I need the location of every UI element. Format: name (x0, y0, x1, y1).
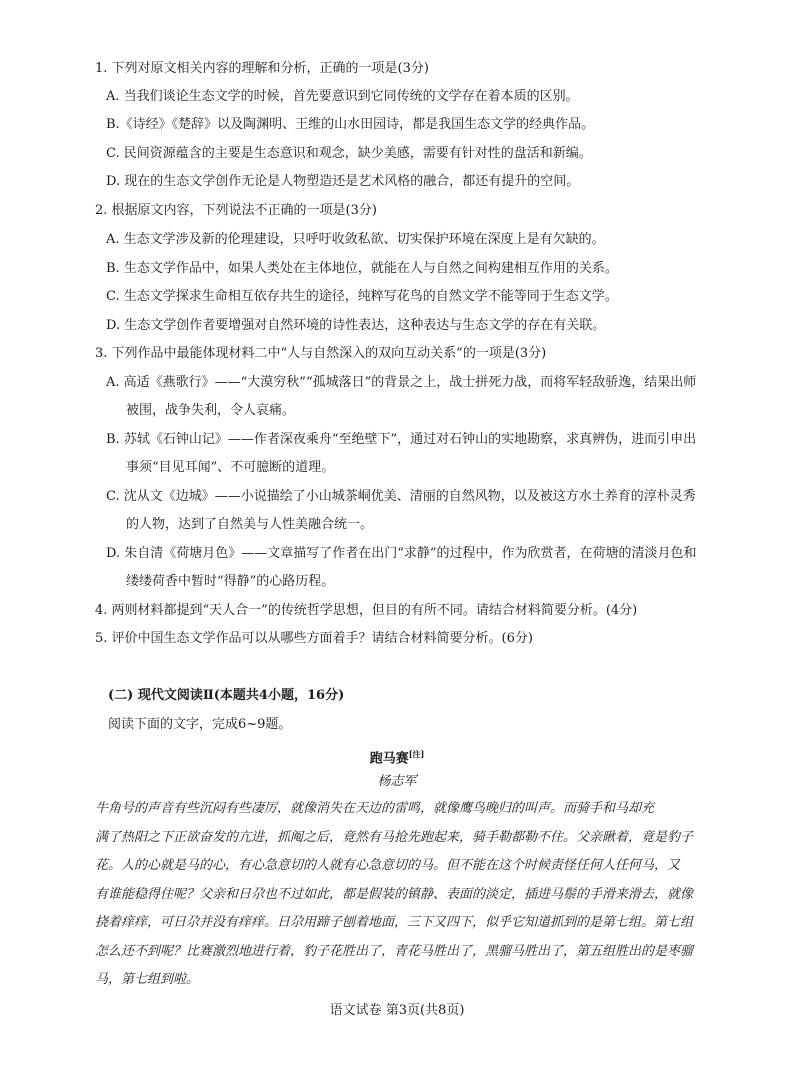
story-line-7: 马，第七组到啦。 (95, 972, 200, 987)
q3-option-a: A. 高适《燕歌行》——“大漠穷秋”“孤城落日”的背景之上，战士拼死力战，而将军轻敌骄逸，结果出师 (106, 375, 697, 390)
q1-option-b: B.《诗经》《楚辞》以及陶渊明、王维的山水田园诗，都是我国生态文学的经典作品。 (106, 117, 595, 132)
q3-option-d: D. 朱自清《荷塘月色》——文章描写了作者在出门“求静”的过程中，作为欣赏者，在荷塘的清淡月色和 (106, 546, 697, 561)
q2-option-b: B. 生态文学作品中，如果人类处在主体地位，就能在人与自然之间构建相互作用的关系。 (106, 261, 618, 276)
q3-option-b-2: 事须“目见耳闻”、不可臆断的道理。 (126, 460, 335, 475)
story-title-text: 跑马赛 (369, 751, 409, 767)
q2-stem: 2. 根据原文内容，下列说法不正确的一项是(3分) (95, 203, 377, 218)
q3-option-b: B. 苏轼《石钟山记》——作者深夜乘舟“至绝壁下”，通过对石钟山的实地勘察，求真辨伪，进而引申出 (106, 432, 697, 447)
story-title (0, 745, 794, 768)
q1-stem: 1. 下列对原文相关内容的理解和分析，正确的一项是(3分) (95, 61, 429, 76)
story-note-marker: [注] (408, 749, 425, 759)
page-footer: 语文试卷 第3页(共8页) (329, 1003, 465, 1018)
q1-option-d: D. 现在的生态文学创作无论是人物塑造还是艺术风格的融合，都还有提升的空间。 (106, 174, 580, 189)
q3-option-c-2: 的人物，达到了自然美与人性美融合统一。 (126, 517, 374, 532)
section-instruction: 阅读下面的文字，完成6~9题。 (108, 717, 292, 732)
story-line-6: 怎么还不到呢？比赛激烈地进行着，豹子花胜出了，青花马胜出了，黑骝马胜出了，第五组胜出的是枣骝 (95, 944, 694, 959)
q5-stem: 5. 评价中国生态文学作品可以从哪些方面着手？请结合材料简要分析。(6分) (95, 631, 533, 646)
story-line-4: 有谁能稳得住呢？父亲和日尕也不过如此，都是假装的镇静、表面的淡定，插进马鬃的手滑来滑去，就像 (95, 887, 694, 902)
story-line-3: 花。人的心就是马的心，有心急意切的人就有心急意切的马。但不能在这个时候责怪任何人任何马，又 (95, 858, 681, 873)
section-heading: (二) 现代文阅读Ⅱ(本题共4小题，16分) (108, 688, 345, 703)
story-line-5: 挠着痒痒，可日尕并没有痒痒。日尕用蹄子刨着地面，三下又四下，似乎它知道抓到的是第七组。第七组 (95, 915, 694, 930)
q4-stem: 4. 两则材料都提到“天人合一”的传统哲学思想，但目的有所不同。请结合材料简要分析。(4分) (95, 603, 638, 618)
story-line-2: 满了热阳之下正欲奋发的亢进，抓阄之后，竟然有马抢先跑起来，骑手勒都勒不住。父亲瞅着，竟是豹子 (95, 830, 694, 845)
q2-option-c: C. 生态文学探求生命相互依存共生的途径，纯粹写花鸟的自然文学不能等同于生态文学。 (106, 289, 618, 304)
story-line-1: 牛角号的声音有些沉闷有些凄厉，就像消失在天边的雷鸣，就像鹰鸟晚归的叫声。而骑手和马却充 (95, 801, 655, 816)
q3-stem: 3. 下列作品中最能体现材料二中“人与自然深入的双向互动关系”的一项是(3分) (95, 346, 547, 361)
q3-option-d-2: 缕缕荷香中暂时“得静”的心路历程。 (126, 574, 335, 589)
q2-option-a: A. 生态文学涉及新的伦理建设，只呼吁收敛私欲、切实保护环境在深度上是有欠缺的。 (106, 232, 605, 247)
q1-option-a: A. 当我们谈论生态文学的时候，首先要意识到它同传统的文学存在着本质的区别。 (106, 89, 579, 104)
q1-option-c: C. 民间资源蕴含的主要是生态意识和观念，缺少美感，需要有针对性的盘活和新编。 (106, 146, 592, 161)
story-author: 杨志军 (377, 774, 417, 789)
q3-option-c: C. 沈从文《边城》——小说描绘了小山城茶峒优美、清丽的自然风物，以及被这方水土养育的淳朴灵秀 (106, 489, 696, 504)
q2-option-d: D. 生态文学创作者要增强对自然环境的诗性表达，这种表达与生态文学的存在有关联。 (106, 318, 606, 333)
q3-option-a-2: 被围，战争失利，令人哀痛。 (126, 403, 296, 418)
